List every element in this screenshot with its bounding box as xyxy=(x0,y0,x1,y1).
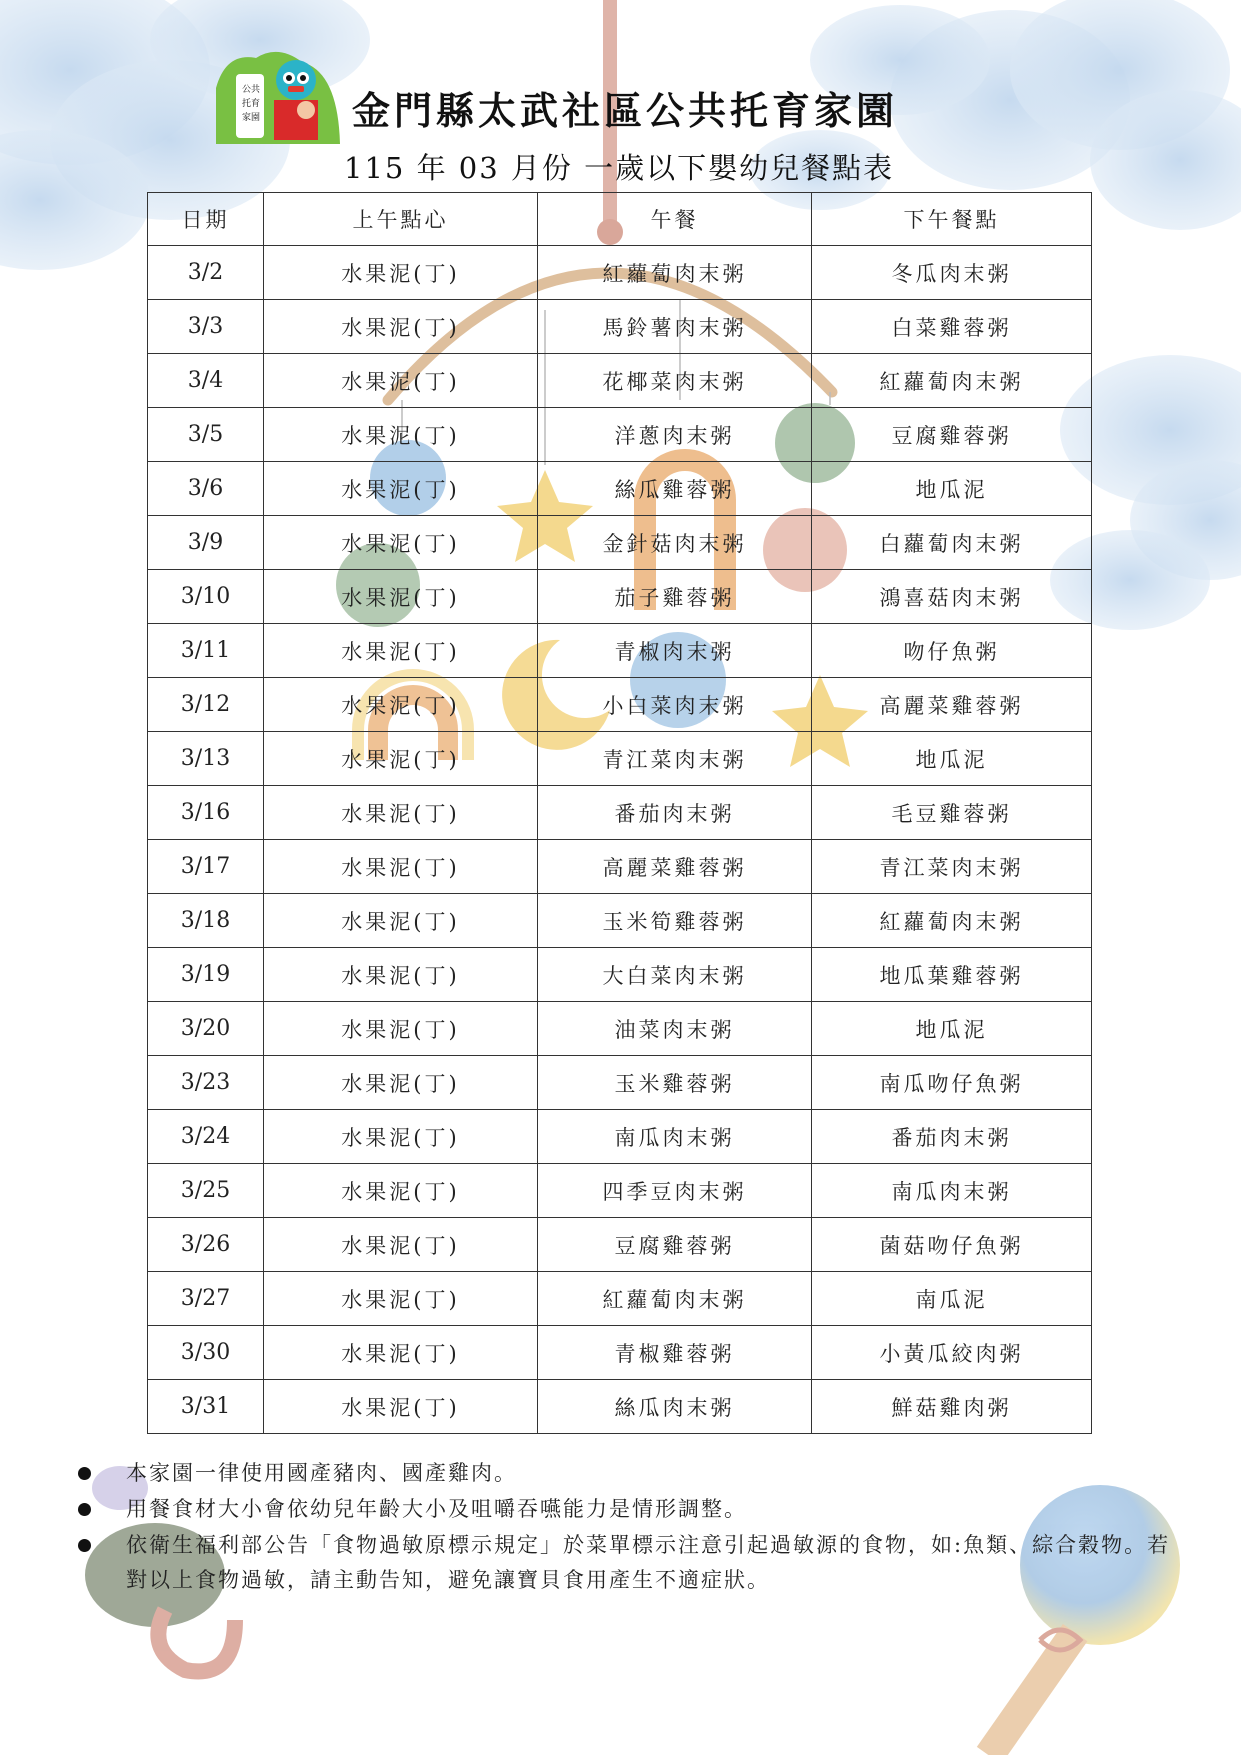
date-cell: 3/31 xyxy=(148,1380,264,1434)
morning-snack-cell: 水果泥(丁) xyxy=(264,1218,538,1272)
table-row xyxy=(148,1218,1092,1272)
lunch-cell: 玉米筍雞蓉粥 xyxy=(538,894,812,948)
morning-snack-cell: 水果泥(丁) xyxy=(264,408,538,462)
lunch-cell: 紅蘿蔔肉末粥 xyxy=(538,1272,812,1326)
table-row xyxy=(148,894,1092,948)
table-row xyxy=(148,948,1092,1002)
afternoon-meal-cell: 高麗菜雞蓉粥 xyxy=(812,678,1092,732)
bullet-icon xyxy=(78,1467,91,1480)
lunch-cell: 南瓜肉末粥 xyxy=(538,1110,812,1164)
table-row xyxy=(148,1056,1092,1110)
table-row xyxy=(148,462,1092,516)
table-row xyxy=(148,624,1092,678)
column-header-date: 日期 xyxy=(148,193,264,246)
table-row xyxy=(148,516,1092,570)
afternoon-meal-cell: 吻仔魚粥 xyxy=(812,624,1092,678)
morning-snack-cell: 水果泥(丁) xyxy=(264,948,538,1002)
afternoon-meal-cell: 青江菜肉末粥 xyxy=(812,840,1092,894)
morning-snack-cell: 水果泥(丁) xyxy=(264,1164,538,1218)
table-row xyxy=(148,786,1092,840)
lunch-cell: 花椰菜肉末粥 xyxy=(538,354,812,408)
date-cell: 3/6 xyxy=(148,462,264,516)
afternoon-meal-cell: 毛豆雞蓉粥 xyxy=(812,786,1092,840)
lunch-cell: 馬鈴薯肉末粥 xyxy=(538,300,812,354)
lunch-cell: 青椒雞蓉粥 xyxy=(538,1326,812,1380)
lunch-cell: 高麗菜雞蓉粥 xyxy=(538,840,812,894)
lunch-cell: 豆腐雞蓉粥 xyxy=(538,1218,812,1272)
lunch-cell: 玉米雞蓉粥 xyxy=(538,1056,812,1110)
note-item xyxy=(70,1492,1180,1527)
afternoon-meal-cell: 白菜雞蓉粥 xyxy=(812,300,1092,354)
table-row xyxy=(148,1002,1092,1056)
table-row xyxy=(148,408,1092,462)
date-cell: 3/20 xyxy=(148,1002,264,1056)
table-row xyxy=(148,570,1092,624)
svg-text:托育: 托育 xyxy=(242,99,261,109)
svg-text:家園: 家園 xyxy=(242,113,261,123)
table-header-row xyxy=(148,193,1092,246)
table-row xyxy=(148,1380,1092,1434)
morning-snack-cell: 水果泥(丁) xyxy=(264,516,538,570)
morning-snack-cell: 水果泥(丁) xyxy=(264,732,538,786)
date-cell: 3/2 xyxy=(148,246,264,300)
date-cell: 3/19 xyxy=(148,948,264,1002)
lunch-cell: 小白菜肉末粥 xyxy=(538,678,812,732)
morning-snack-cell: 水果泥(丁) xyxy=(264,624,538,678)
table-row xyxy=(148,300,1092,354)
afternoon-meal-cell: 冬瓜肉末粥 xyxy=(812,246,1092,300)
lunch-cell: 紅蘿蔔肉末粥 xyxy=(538,246,812,300)
afternoon-meal-cell: 地瓜泥 xyxy=(812,1002,1092,1056)
morning-snack-cell: 水果泥(丁) xyxy=(264,354,538,408)
table-row xyxy=(148,1272,1092,1326)
meal-table-body xyxy=(148,246,1092,1434)
date-cell: 3/5 xyxy=(148,408,264,462)
date-cell: 3/17 xyxy=(148,840,264,894)
meal-table xyxy=(147,192,1092,1434)
note-text: 本家園一律使用國產豬肉、國產雞肉。 xyxy=(126,1461,517,1485)
date-cell: 3/9 xyxy=(148,516,264,570)
table-row xyxy=(148,354,1092,408)
lunch-cell: 油菜肉末粥 xyxy=(538,1002,812,1056)
column-header-morning-snack: 上午點心 xyxy=(264,193,538,246)
afternoon-meal-cell: 地瓜泥 xyxy=(812,732,1092,786)
morning-snack-cell: 水果泥(丁) xyxy=(264,462,538,516)
morning-snack-cell: 水果泥(丁) xyxy=(264,1326,538,1380)
lunch-cell: 絲瓜雞蓉粥 xyxy=(538,462,812,516)
note-text: 依衛生福利部公告「食物過敏原標示規定」於菜單標示注意引起過敏源的食物，如:魚類、綜合穀物。若對以上食物過敏，請主動告知，避免讓寶貝食用產生不適症狀。 xyxy=(126,1533,1171,1592)
lunch-cell: 大白菜肉末粥 xyxy=(538,948,812,1002)
morning-snack-cell: 水果泥(丁) xyxy=(264,300,538,354)
morning-snack-cell: 水果泥(丁) xyxy=(264,1110,538,1164)
table-row xyxy=(148,1326,1092,1380)
note-item xyxy=(70,1528,1180,1598)
date-cell: 3/25 xyxy=(148,1164,264,1218)
table-row xyxy=(148,840,1092,894)
table-row xyxy=(148,732,1092,786)
menu-subtitle: 115 年 03 月份 一歲以下嬰幼兒餐點表 xyxy=(344,151,895,185)
afternoon-meal-cell: 南瓜泥 xyxy=(812,1272,1092,1326)
morning-snack-cell: 水果泥(丁) xyxy=(264,570,538,624)
afternoon-meal-cell: 地瓜泥 xyxy=(812,462,1092,516)
table-row xyxy=(148,1110,1092,1164)
org-title: 金門縣太武社區公共托育家園 xyxy=(352,88,899,133)
afternoon-meal-cell: 小黃瓜絞肉粥 xyxy=(812,1326,1092,1380)
afternoon-meal-cell: 紅蘿蔔肉末粥 xyxy=(812,354,1092,408)
lunch-cell: 青椒肉末粥 xyxy=(538,624,812,678)
column-header-afternoon-meal: 下午餐點 xyxy=(812,193,1092,246)
table-row xyxy=(148,246,1092,300)
note-text: 用餐食材大小會依幼兒年齡大小及咀嚼吞嚥能力是情形調整。 xyxy=(126,1497,747,1521)
date-cell: 3/30 xyxy=(148,1326,264,1380)
svg-text:公共: 公共 xyxy=(242,85,261,95)
column-header-lunch: 午餐 xyxy=(538,193,812,246)
lunch-cell: 四季豆肉末粥 xyxy=(538,1164,812,1218)
afternoon-meal-cell: 鮮菇雞肉粥 xyxy=(812,1380,1092,1434)
date-cell: 3/26 xyxy=(148,1218,264,1272)
afternoon-meal-cell: 南瓜吻仔魚粥 xyxy=(812,1056,1092,1110)
afternoon-meal-cell: 白蘿蔔肉末粥 xyxy=(812,516,1092,570)
morning-snack-cell: 水果泥(丁) xyxy=(264,1056,538,1110)
lunch-cell: 洋蔥肉末粥 xyxy=(538,408,812,462)
date-cell: 3/4 xyxy=(148,354,264,408)
date-cell: 3/13 xyxy=(148,732,264,786)
table-row xyxy=(148,678,1092,732)
afternoon-meal-cell: 菌菇吻仔魚粥 xyxy=(812,1218,1092,1272)
morning-snack-cell: 水果泥(丁) xyxy=(264,1002,538,1056)
notes-list xyxy=(70,1456,1180,1599)
logo-badge xyxy=(212,48,344,148)
morning-snack-cell: 水果泥(丁) xyxy=(264,678,538,732)
bullet-icon xyxy=(78,1503,91,1516)
date-cell: 3/24 xyxy=(148,1110,264,1164)
lunch-cell: 絲瓜肉末粥 xyxy=(538,1380,812,1434)
morning-snack-cell: 水果泥(丁) xyxy=(264,1272,538,1326)
afternoon-meal-cell: 鴻喜菇肉末粥 xyxy=(812,570,1092,624)
date-cell: 3/12 xyxy=(148,678,264,732)
morning-snack-cell: 水果泥(丁) xyxy=(264,786,538,840)
lunch-cell: 青江菜肉末粥 xyxy=(538,732,812,786)
afternoon-meal-cell: 地瓜葉雞蓉粥 xyxy=(812,948,1092,1002)
afternoon-meal-cell: 豆腐雞蓉粥 xyxy=(812,408,1092,462)
bullet-icon xyxy=(78,1539,91,1552)
date-cell: 3/10 xyxy=(148,570,264,624)
date-cell: 3/23 xyxy=(148,1056,264,1110)
lunch-cell: 金針菇肉末粥 xyxy=(538,516,812,570)
lunch-cell: 番茄肉末粥 xyxy=(538,786,812,840)
morning-snack-cell: 水果泥(丁) xyxy=(264,246,538,300)
table-row xyxy=(148,1164,1092,1218)
date-cell: 3/3 xyxy=(148,300,264,354)
lunch-cell: 茄子雞蓉粥 xyxy=(538,570,812,624)
afternoon-meal-cell: 紅蘿蔔肉末粥 xyxy=(812,894,1092,948)
note-item xyxy=(70,1456,1180,1491)
morning-snack-cell: 水果泥(丁) xyxy=(264,840,538,894)
morning-snack-cell: 水果泥(丁) xyxy=(264,1380,538,1434)
date-cell: 3/11 xyxy=(148,624,264,678)
date-cell: 3/18 xyxy=(148,894,264,948)
date-cell: 3/16 xyxy=(148,786,264,840)
date-cell: 3/27 xyxy=(148,1272,264,1326)
afternoon-meal-cell: 南瓜肉末粥 xyxy=(812,1164,1092,1218)
afternoon-meal-cell: 番茄肉末粥 xyxy=(812,1110,1092,1164)
morning-snack-cell: 水果泥(丁) xyxy=(264,894,538,948)
